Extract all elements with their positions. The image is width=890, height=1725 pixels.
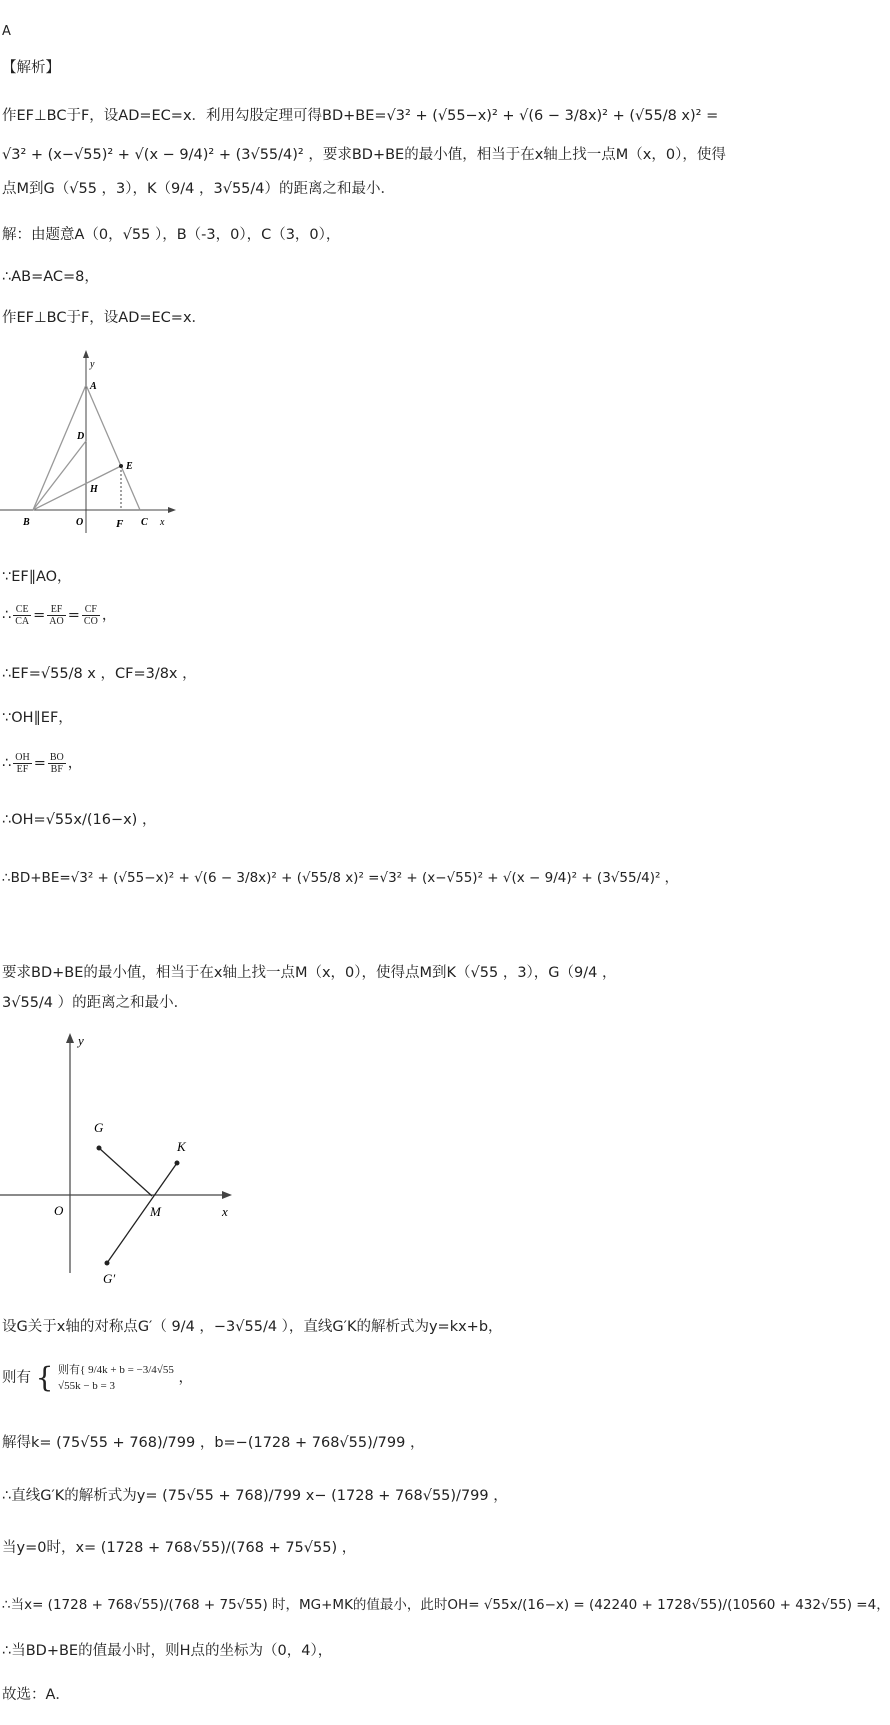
solution-line-2: ∴AB=AC=8，	[2, 269, 99, 285]
step-ratio-1: ∴ $\frac{CE}{CA}$ = $\frac{EF}{AO}$ = $\frac{CF}{CO}$ ，	[2, 604, 117, 627]
fraction-bo-bf: $\frac{BO}{BF}$	[49, 752, 64, 775]
step-min-statement-2: 3√55/4 ）的距离之和最小．	[2, 995, 189, 1011]
reflection-figure	[0, 1025, 240, 1285]
system-eq-1: 则有{ 9/4k + b = −3/4√55	[58, 1364, 174, 1376]
system-equations	[58, 1362, 174, 1394]
fig1-label-c: C	[141, 517, 148, 528]
fig1-label-h: H	[90, 484, 98, 495]
step-parallel-ef-ao: ∵EF∥AO，	[2, 569, 72, 585]
solution-line-1: 解：由题意A（0，√55 ），B（-3，0），C（3，0），	[2, 227, 341, 243]
fraction-cf-co: $\frac{CF}{CO}$	[83, 604, 98, 627]
step-ratio-2: ∴ $\frac{OH}{EF}$ = $\frac{BO}{BF}$ ，	[2, 752, 83, 775]
system-brace: {	[35, 1361, 54, 1394]
section-title: 【解析】	[2, 60, 60, 76]
ratio-1-prefix: ∴	[2, 607, 12, 624]
conclusion-line-equation: ∴直线G′K的解析式为y= (75√55 + 768)/799 x− (1728 + 768√55)/799 ，	[2, 1488, 508, 1504]
fig2-label-g: G	[94, 1120, 104, 1135]
conclusion-x-intercept: 当y=0时，x= (1728 + 768√55)/(768 + 75√55) ，	[2, 1540, 357, 1556]
step-oh: ∴OH=√55x/(16−x) ，	[2, 812, 157, 828]
fig2-label-y: y	[78, 1033, 84, 1048]
conclusion-h-coordinates: ∴当BD+BE的值最小时，则H点的坐标为（0，4），	[2, 1643, 333, 1659]
system-eq-2: √55k − b = 3	[58, 1380, 115, 1392]
step-min-statement-1: 要求BD+BE的最小值，相当于在x轴上找一点M（x，0），使得点M到K（√55 ，3），G（9/4 ，	[2, 965, 617, 981]
fraction-ef-ao: $\frac{EF}{AO}$	[49, 604, 64, 627]
fig1-label-f: F	[116, 518, 124, 530]
step-ef-cf: ∴EF=√55/8 x ，CF=3/8x ，	[2, 666, 197, 682]
fig1-label-a: A	[90, 381, 97, 392]
fig2-label-o: O	[54, 1203, 64, 1218]
analysis-line-2: √3² + (x−√55)² + √(x − 9/4)² + (3√55/4)² ，要求BD+BE的最小值，相当于在x轴上找一点M（x，0），使得	[2, 147, 726, 163]
fig1-label-o: O	[76, 517, 84, 528]
conclusion-solve-kb: 解得k= (75√55 + 768)/799 ，b=−(1728 + 768√55)/799 ，	[2, 1435, 425, 1451]
fig2-label-g-prime: G′	[103, 1271, 116, 1286]
analysis-line-3: 点M到G（√55 ，3），K（9/4 ，3√55/4）的距离之和最小．	[2, 181, 395, 197]
triangle-figure	[0, 345, 180, 535]
conclusion-min-oh: ∴当x= (1728 + 768√55)/(768 + 75√55) 时，MG+MK的值最小，此时OH= √55x/(16−x) = (42240 + 1728√55)/(10560 + 432√55) =4，	[2, 1597, 890, 1613]
ratio-2-prefix: ∴	[2, 755, 12, 772]
fig1-label-e: E	[126, 461, 133, 472]
fig1-label-d: D	[77, 431, 85, 442]
fig2-label-k: K	[177, 1139, 186, 1154]
fraction-oh-ef: $\frac{OH}{EF}$	[15, 752, 30, 775]
conclusion-symmetric-point: 设G关于x轴的对称点G′（ 9/4 ，−3√55/4 ），直线G′K的解析式为y=kx+b，	[2, 1319, 503, 1335]
conclusion-system	[2, 1360, 193, 1404]
fraction-ce-ca: $\frac{CE}{CA}$	[15, 604, 30, 627]
system-prefix: 则有	[2, 1370, 31, 1386]
analysis-line-1: 作EF⊥BC于F，设AD=EC=x．利用勾股定理可得BD+BE=√3² + (√55−x)² + √(6 − 3/8x)² + (√55/8 x)² =	[2, 108, 719, 124]
fig2-label-x: x	[222, 1204, 228, 1219]
fig1-label-b: B	[23, 517, 30, 528]
solution-line-3: 作EF⊥BC于F，设AD=EC=x．	[2, 310, 207, 326]
fig1-label-x: x	[160, 517, 165, 528]
fig2-label-m: M	[150, 1204, 161, 1219]
answer-letter: A	[2, 24, 11, 39]
step-parallel-oh-ef: ∵OH∥EF，	[2, 710, 73, 726]
ratio-1-suffix: ，	[101, 607, 117, 624]
ratio-2-suffix: ，	[67, 755, 83, 772]
conclusion-answer: 故选：A．	[2, 1687, 70, 1703]
step-bd-be-expression: ∴BD+BE=√3² + (√55−x)² + √(6 − 3/8x)² + (√55/8 x)² =√3² + (x−√55)² + √(x − 9/4)² + (3√55/4)² ，	[2, 870, 679, 886]
fig1-label-y: y	[90, 359, 95, 370]
system-suffix: ，	[178, 1370, 193, 1386]
